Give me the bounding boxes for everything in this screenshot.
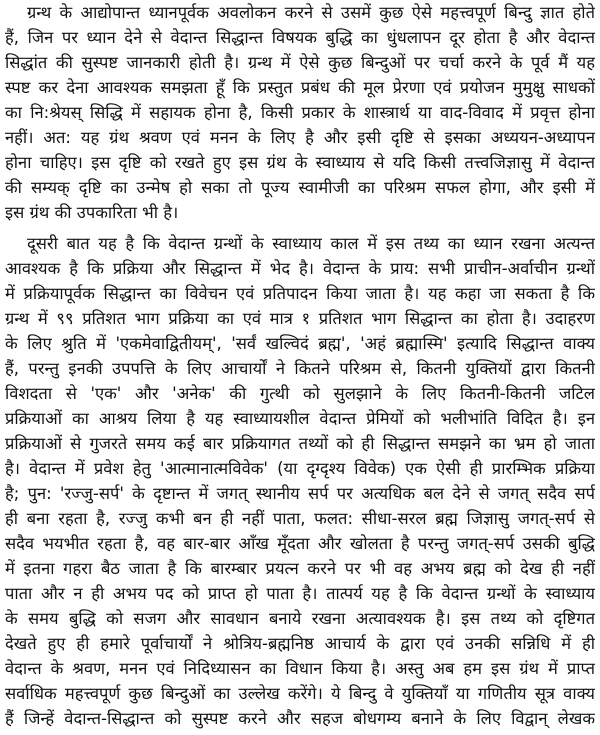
text-line: आवश्यक है कि प्रक्रिया और सिद्धान्त में भेद है। वेदान्त के प्राय: सभी प्राचीन-अर्वाचीन ग्रन्थों: [5, 259, 595, 278]
text-line: होना चाहिए। इस दृष्टि को रखते हुए इस ग्रंथ के स्वाध्याय से यदि किसी तत्त्वजिज्ञासु में वेदान्त: [5, 153, 595, 172]
text-line: ही बना रहता है, रज्जु कभी बन ही नहीं पाता, फलत: सीधा-सरल ब्रह्म जिज्ञासु जगत्-सर्प से: [5, 509, 595, 528]
text-line: पाता और न ही अभय पद को प्राप्त हो पाता है। तात्पर्य यह है कि वेदान्त ग्रन्थों के स्वाध्याय: [5, 584, 595, 603]
text-line: में इतना गहरा बैठ जाता है कि बारम्बार प्रयत्न करने पर भी वह अभय ब्रह्म को देख ही नहीं: [5, 559, 595, 578]
text-line: वेदान्त के श्रवण, मनन एवं निदिध्यासन का विधान किया है। अस्तु अब हम इस ग्रंथ में प्राप्त: [5, 659, 595, 678]
text-line: का नि:श्रेयस् सिद्धि में सहायक होना है, किसी प्रकार के शास्त्रार्थ या वाद-विवाद में प्रवृत्त होना: [5, 103, 595, 122]
text-line: स्पष्ट कर देना आवश्यक समझता हूँ कि प्रस्तुत प्रबंध की मूल प्रेरणा एवं प्रयोजन मुमुक्षु साधकों: [5, 78, 595, 97]
paragraph-1: [5, 0, 595, 225]
text-line: इस ग्रंथ की उपकारिता भी है।: [5, 203, 179, 222]
text-line: प्रक्रियाओं से गुजरते समय कई बार प्रक्रियागत तथ्यों को ही सिद्धान्त समझने का भ्रम हो जाता: [5, 434, 595, 453]
text-line: में प्रक्रियापूर्वक सिद्धान्त का विवेचन एवं प्रतिपादन किया जाता है। यह कहा जा सकता है कि: [5, 284, 595, 303]
text-line: देखते हुए ही हमारे पूर्वाचार्यों ने श्रोत्रिय-ब्रह्मनिष्ठ आचार्य के द्वारा एवं उनकी सन्निधि में ही: [5, 634, 595, 653]
text-line: प्रक्रियाओं का आश्रय लिया है यह स्वाध्यायशील वेदान्त प्रेमियों को भलीभांति विदित है। इन: [5, 409, 595, 428]
text-line: हैं जिन्हें वेदान्त-सिद्धान्त को सुस्पष्ट करने और सहज बोधगम्य बनाने के लिए विद्वान् लेखक: [5, 709, 595, 728]
document-page: [5, 0, 595, 731]
text-line: दूसरी बात यह है कि वेदान्त ग्रन्थों के स्वाध्याय काल में इस तथ्य का ध्यान रखना अत्यन्त: [27, 234, 595, 253]
text-line: हैं, जिन पर ध्यान देने से वेदान्त सिद्धान्त विषयक बुद्धि का धुंधलापन दूर होता है और वेदान्त: [5, 28, 595, 47]
paragraph-2: [5, 231, 595, 731]
text-line: सर्वाधिक महत्त्वपूर्ण कुछ बिन्दुओं का उल्लेख करेंगे। ये बिन्दु वे युक्तियाँ या गणितीय सूत्र वाक्य: [5, 684, 595, 703]
text-line: है। वेदान्त में प्रवेश हेतु 'आत्मानात्मविवेक' (या दृग्दृश्य विवेक) एक ऐसी ही प्रारम्भिक प्रक्रिया: [5, 459, 595, 478]
text-line: हैं, परन्तु इनकी उपपत्ति के लिए आचार्यों ने कितने परिश्रम से, कितनी युक्तियों द्वारा कितनी: [5, 359, 595, 378]
text-line: ग्रन्थ में ९९ प्रतिशत भाग प्रक्रिया का एवं मात्र १ प्रतिशत भाग सिद्धान्त का होता है। उदाहरण: [5, 309, 595, 328]
text-line: विशदता से 'एक' और 'अनेक' की गुत्थी को सुलझाने के लिए कितनी-कितनी जटिल: [5, 384, 595, 403]
text-line: की सम्यक् दृष्टि का उन्मेष हो सका तो पूज्य स्वामीजी का परिश्रम सफल होगा, और इसी में: [5, 178, 595, 197]
text-line: है; पुन: 'रज्जु-सर्प' के दृष्टान्त में जगत् स्थानीय सर्प पर अत्यधिक बल देने से जगत् सदैव सर्प: [5, 484, 595, 503]
text-line: ग्रन्थ के आद्योपान्त ध्यानपूर्वक अवलोकन करने से उसमें कुछ ऐसे महत्त्वपूर्ण बिन्दु ज्ञात होते: [27, 3, 595, 22]
text-line: सदैव भयभीत रहता है, वह बार-बार आँख मूँदता और खोलता है परन्तु जगत्-सर्प उसकी बुद्धि: [5, 534, 595, 553]
text-line: नहीं। अत: यह ग्रंथ श्रवण एवं मनन के लिए है और इसी दृष्टि से इसका अध्ययन-अध्यापन: [5, 128, 595, 147]
text-line: के लिए श्रुति में 'एकमेवाद्वितीयम्', 'सर्वं खल्विदं ब्रह्म', 'अहं ब्रह्मास्मि' इत्यादि सिद्धान्त वाक्य: [5, 334, 595, 353]
text-line: सिद्धांत की सुस्पष्ट जानकारी होती है। ग्रन्थ में ऐसे कुछ बिन्दुओं पर चर्चा करने के पूर्व मैं यह: [5, 53, 595, 72]
text-line: के समय बुद्धि को सजग और सावधान बनाये रखना अत्यावश्यक है। इस तथ्य को दृष्टिगत: [5, 609, 595, 628]
